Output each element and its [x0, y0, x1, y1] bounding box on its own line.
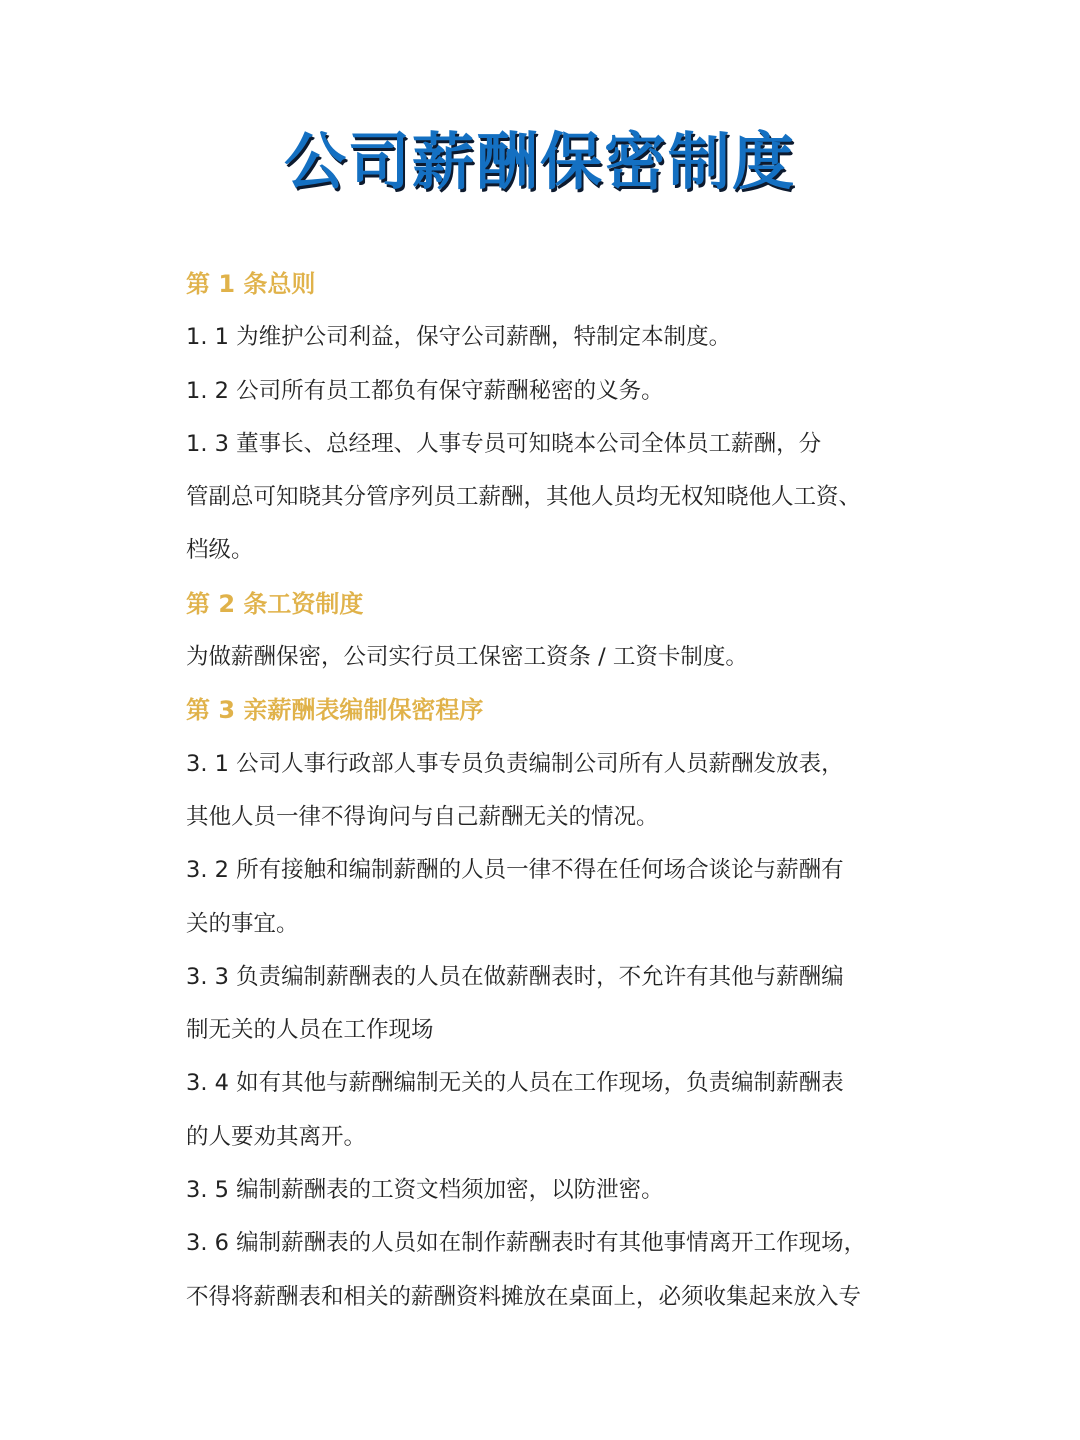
paragraph-line: 3. 3 负责编制薪酬表的人员在做薪酬表时，不允许有其他与薪酬编 — [186, 963, 844, 990]
paragraph-line: 3. 5 编制薪酬表的工资文档须加密，以防泄密。 — [186, 1177, 664, 1204]
paragraph-line: 不得将薪酬表和相关的薪酬资料摊放在桌面上，必须收集起来放入专 — [186, 1283, 862, 1310]
paragraph-line: 关的事宜。 — [186, 910, 299, 937]
paragraph-line: 1. 1 为维护公司利益，保守公司薪酬，特制定本制度。 — [186, 324, 732, 351]
paragraph-line: 其他人员一律不得询问与自己薪酬无关的情况。 — [186, 803, 659, 830]
section-heading: 第 1 条总则 — [186, 270, 316, 298]
paragraph-line: 档级。 — [186, 537, 254, 564]
section-heading: 第 3 亲薪酬表编制保密程序 — [186, 696, 484, 725]
page-title: 公司薪酬保密制度 — [283, 125, 796, 198]
paragraph-line: 的人要劝其离开。 — [186, 1123, 367, 1150]
paragraph-line: 1. 3 董事长、总经理、人事专员可知晓本公司全体员工薪酬，分 — [186, 430, 822, 457]
paragraph-line: 为做薪酬保密，公司实行员工保密工资条 / 工资卡制度。 — [186, 644, 748, 671]
paragraph-line: 3. 2 所有接触和编制薪酬的人员一律不得在任何场合谈论与薪酬有 — [186, 857, 844, 884]
paragraph-line: 管副总可知晓其分管序列员工薪酬，其他人员均无权知晓他人工资、 — [186, 484, 862, 511]
paragraph-line: 3. 6 编制薪酬表的人员如在制作薪酬表时有其他事情离开工作现场， — [186, 1230, 867, 1257]
section-heading: 第 2 条工资制度 — [186, 589, 364, 618]
paragraph-line: 1. 2 公司所有员工都负有保守薪酬秘密的义务。 — [186, 377, 664, 404]
document-body — [186, 258, 906, 1324]
paragraph-line: 3. 4 如有其他与薪酬编制无关的人员在工作现场，负责编制薪酬表 — [186, 1070, 844, 1097]
paragraph-line: 3. 1 公司人事行政部人事专员负责编制公司所有人员薪酬发放表， — [186, 750, 844, 777]
paragraph-line: 制无关的人员在工作现场 — [186, 1017, 434, 1044]
